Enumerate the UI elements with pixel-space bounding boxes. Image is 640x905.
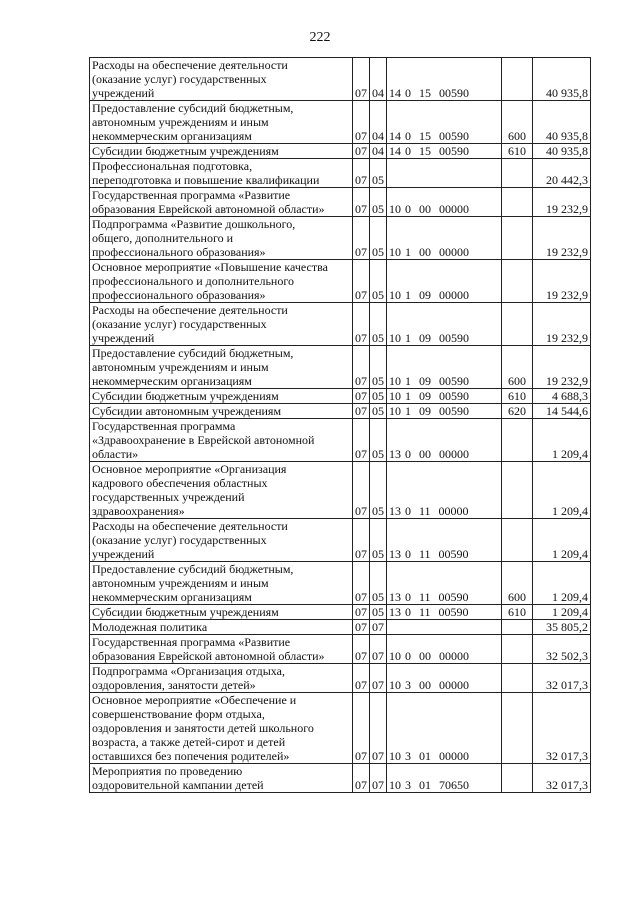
cell-name: Государственная программа «Здравоохранение в Еврейской автономной области» xyxy=(90,419,353,462)
cell-subsection: 05 xyxy=(370,188,387,217)
cell-subsection: 05 xyxy=(370,462,387,519)
table-row xyxy=(90,764,591,793)
cell-subsection: 05 xyxy=(370,562,387,605)
table-row xyxy=(90,519,591,562)
cell-amount: 1 209,4 xyxy=(533,419,591,462)
cell-amount: 4 688,3 xyxy=(533,389,591,404)
cell-section: 07 xyxy=(353,58,370,101)
cell-section: 07 xyxy=(353,562,370,605)
cell-expense-type xyxy=(502,303,533,346)
cell-amount: 40 935,8 xyxy=(533,144,591,159)
cell-section: 07 xyxy=(353,159,370,188)
cell-amount: 32 017,3 xyxy=(533,664,591,693)
cell-target-code: 10 1 09 00590 xyxy=(387,346,502,389)
cell-amount: 19 232,9 xyxy=(533,217,591,260)
cell-amount: 40 935,8 xyxy=(533,101,591,144)
cell-expense-type xyxy=(502,217,533,260)
table-row xyxy=(90,605,591,620)
cell-expense-type xyxy=(502,664,533,693)
cell-amount: 32 017,3 xyxy=(533,693,591,764)
cell-amount: 35 805,2 xyxy=(533,620,591,635)
cell-expense-type xyxy=(502,419,533,462)
cell-target-code: 10 3 00 00000 xyxy=(387,664,502,693)
cell-target-code: 10 0 00 00000 xyxy=(387,635,502,664)
cell-target-code: 13 0 00 00000 xyxy=(387,419,502,462)
cell-name: Субсидии бюджетным учреждениям xyxy=(90,389,353,404)
cell-expense-type xyxy=(502,635,533,664)
cell-name: Подпрограмма «Организация отдыха, оздоровления, занятости детей» xyxy=(90,664,353,693)
cell-name: Государственная программа «Развитие образования Еврейской автономной области» xyxy=(90,188,353,217)
cell-target-code: 10 0 00 00000 xyxy=(387,188,502,217)
table-row xyxy=(90,217,591,260)
cell-expense-type: 610 xyxy=(502,389,533,404)
table-row xyxy=(90,101,591,144)
cell-expense-type: 610 xyxy=(502,144,533,159)
cell-section: 07 xyxy=(353,217,370,260)
cell-amount: 19 232,9 xyxy=(533,188,591,217)
cell-name: Расходы на обеспечение деятельности (оказание услуг) государственных учреждений xyxy=(90,303,353,346)
cell-expense-type: 600 xyxy=(502,101,533,144)
cell-amount: 1 209,4 xyxy=(533,462,591,519)
cell-section: 07 xyxy=(353,693,370,764)
cell-name: Мероприятия по проведению оздоровительной кампании детей xyxy=(90,764,353,793)
cell-expense-type xyxy=(502,159,533,188)
cell-target-code xyxy=(387,620,502,635)
cell-amount: 14 544,6 xyxy=(533,404,591,419)
table-row xyxy=(90,419,591,462)
cell-name: Молодежная политика xyxy=(90,620,353,635)
cell-target-code: 10 3 01 00000 xyxy=(387,693,502,764)
cell-amount: 32 017,3 xyxy=(533,764,591,793)
cell-target-code: 10 1 00 00000 xyxy=(387,217,502,260)
cell-expense-type xyxy=(502,693,533,764)
cell-name: Расходы на обеспечение деятельности (оказание услуг) государственных учреждений xyxy=(90,58,353,101)
cell-name: Предоставление субсидий бюджетным, автономным учреждениям и иным некоммерческим организациям xyxy=(90,562,353,605)
cell-subsection: 04 xyxy=(370,58,387,101)
table-row xyxy=(90,635,591,664)
cell-target-code: 13 0 11 00590 xyxy=(387,519,502,562)
cell-amount: 1 209,4 xyxy=(533,519,591,562)
cell-expense-type: 600 xyxy=(502,346,533,389)
table-row xyxy=(90,462,591,519)
cell-name: Субсидии автономным учреждениям xyxy=(90,404,353,419)
cell-amount: 19 232,9 xyxy=(533,303,591,346)
cell-amount: 19 232,9 xyxy=(533,260,591,303)
cell-section: 07 xyxy=(353,144,370,159)
cell-name: Государственная программа «Развитие образования Еврейской автономной области» xyxy=(90,635,353,664)
table-row xyxy=(90,188,591,217)
cell-name: Предоставление субсидий бюджетным, автономным учреждениям и иным некоммерческим организациям xyxy=(90,101,353,144)
cell-subsection: 05 xyxy=(370,389,387,404)
table-row xyxy=(90,58,591,101)
cell-name: Основное мероприятие «Обеспечение и совершенствование форм отдыха, оздоровления и занятости детей школьного возраста, а также детей-сирот и детей оставшихся без попечения родителей» xyxy=(90,693,353,764)
cell-section: 07 xyxy=(353,635,370,664)
cell-subsection: 05 xyxy=(370,519,387,562)
cell-subsection: 05 xyxy=(370,260,387,303)
cell-section: 07 xyxy=(353,620,370,635)
cell-section: 07 xyxy=(353,764,370,793)
cell-section: 07 xyxy=(353,389,370,404)
table-row xyxy=(90,159,591,188)
cell-section: 07 xyxy=(353,462,370,519)
cell-subsection: 05 xyxy=(370,303,387,346)
table-row xyxy=(90,144,591,159)
cell-target-code: 14 0 15 00590 xyxy=(387,101,502,144)
cell-subsection: 07 xyxy=(370,635,387,664)
cell-name: Субсидии бюджетным учреждениям xyxy=(90,144,353,159)
cell-subsection: 07 xyxy=(370,620,387,635)
budget-table xyxy=(89,57,591,793)
cell-name: Основное мероприятие «Повышение качества профессионального и дополнительного профессионального образования» xyxy=(90,260,353,303)
table-row xyxy=(90,562,591,605)
cell-amount: 20 442,3 xyxy=(533,159,591,188)
cell-subsection: 05 xyxy=(370,404,387,419)
table-row xyxy=(90,620,591,635)
table-row xyxy=(90,303,591,346)
cell-expense-type xyxy=(502,58,533,101)
cell-section: 07 xyxy=(353,260,370,303)
cell-expense-type xyxy=(502,620,533,635)
cell-expense-type xyxy=(502,260,533,303)
cell-subsection: 05 xyxy=(370,159,387,188)
cell-section: 07 xyxy=(353,303,370,346)
table-row xyxy=(90,693,591,764)
cell-section: 07 xyxy=(353,605,370,620)
cell-section: 07 xyxy=(353,664,370,693)
cell-target-code: 14 0 15 00590 xyxy=(387,144,502,159)
cell-target-code xyxy=(387,159,502,188)
budget-table-body xyxy=(90,58,591,793)
cell-target-code: 13 0 11 00590 xyxy=(387,605,502,620)
cell-name: Основное мероприятие «Организация кадрового обеспечения областных государственных учреждений здравоохранения» xyxy=(90,462,353,519)
cell-subsection: 05 xyxy=(370,605,387,620)
cell-target-code: 10 1 09 00000 xyxy=(387,260,502,303)
cell-subsection: 07 xyxy=(370,664,387,693)
cell-subsection: 04 xyxy=(370,144,387,159)
cell-section: 07 xyxy=(353,404,370,419)
cell-amount: 19 232,9 xyxy=(533,346,591,389)
cell-target-code: 13 0 11 00590 xyxy=(387,562,502,605)
cell-expense-type: 620 xyxy=(502,404,533,419)
cell-subsection: 04 xyxy=(370,101,387,144)
cell-section: 07 xyxy=(353,101,370,144)
cell-amount: 1 209,4 xyxy=(533,562,591,605)
cell-subsection: 05 xyxy=(370,346,387,389)
cell-name: Предоставление субсидий бюджетным, автономным учреждениям и иным некоммерческим организациям xyxy=(90,346,353,389)
cell-expense-type xyxy=(502,519,533,562)
cell-section: 07 xyxy=(353,419,370,462)
page-number: 222 xyxy=(309,30,331,45)
cell-name: Расходы на обеспечение деятельности (оказание услуг) государственных учреждений xyxy=(90,519,353,562)
cell-expense-type xyxy=(502,764,533,793)
cell-subsection: 07 xyxy=(370,764,387,793)
cell-amount: 32 502,3 xyxy=(533,635,591,664)
cell-target-code: 13 0 11 00000 xyxy=(387,462,502,519)
table-row xyxy=(90,664,591,693)
cell-expense-type xyxy=(502,462,533,519)
cell-target-code: 10 3 01 70650 xyxy=(387,764,502,793)
table-row xyxy=(90,404,591,419)
cell-subsection: 07 xyxy=(370,693,387,764)
cell-expense-type: 610 xyxy=(502,605,533,620)
cell-expense-type: 600 xyxy=(502,562,533,605)
cell-expense-type xyxy=(502,188,533,217)
cell-amount: 40 935,8 xyxy=(533,58,591,101)
table-row xyxy=(90,346,591,389)
cell-section: 07 xyxy=(353,346,370,389)
table-row xyxy=(90,260,591,303)
cell-subsection: 05 xyxy=(370,217,387,260)
cell-target-code: 10 1 09 00590 xyxy=(387,404,502,419)
cell-subsection: 05 xyxy=(370,419,387,462)
cell-target-code: 14 0 15 00590 xyxy=(387,58,502,101)
cell-section: 07 xyxy=(353,519,370,562)
cell-target-code: 10 1 09 00590 xyxy=(387,389,502,404)
cell-name: Подпрограмма «Развитие дошкольного, общего, дополнительного и профессионального образования» xyxy=(90,217,353,260)
cell-name: Субсидии бюджетным учреждениям xyxy=(90,605,353,620)
cell-name: Профессиональная подготовка, переподготовка и повышение квалификации xyxy=(90,159,353,188)
cell-target-code: 10 1 09 00590 xyxy=(387,303,502,346)
cell-section: 07 xyxy=(353,188,370,217)
table-row xyxy=(90,389,591,404)
cell-amount: 1 209,4 xyxy=(533,605,591,620)
